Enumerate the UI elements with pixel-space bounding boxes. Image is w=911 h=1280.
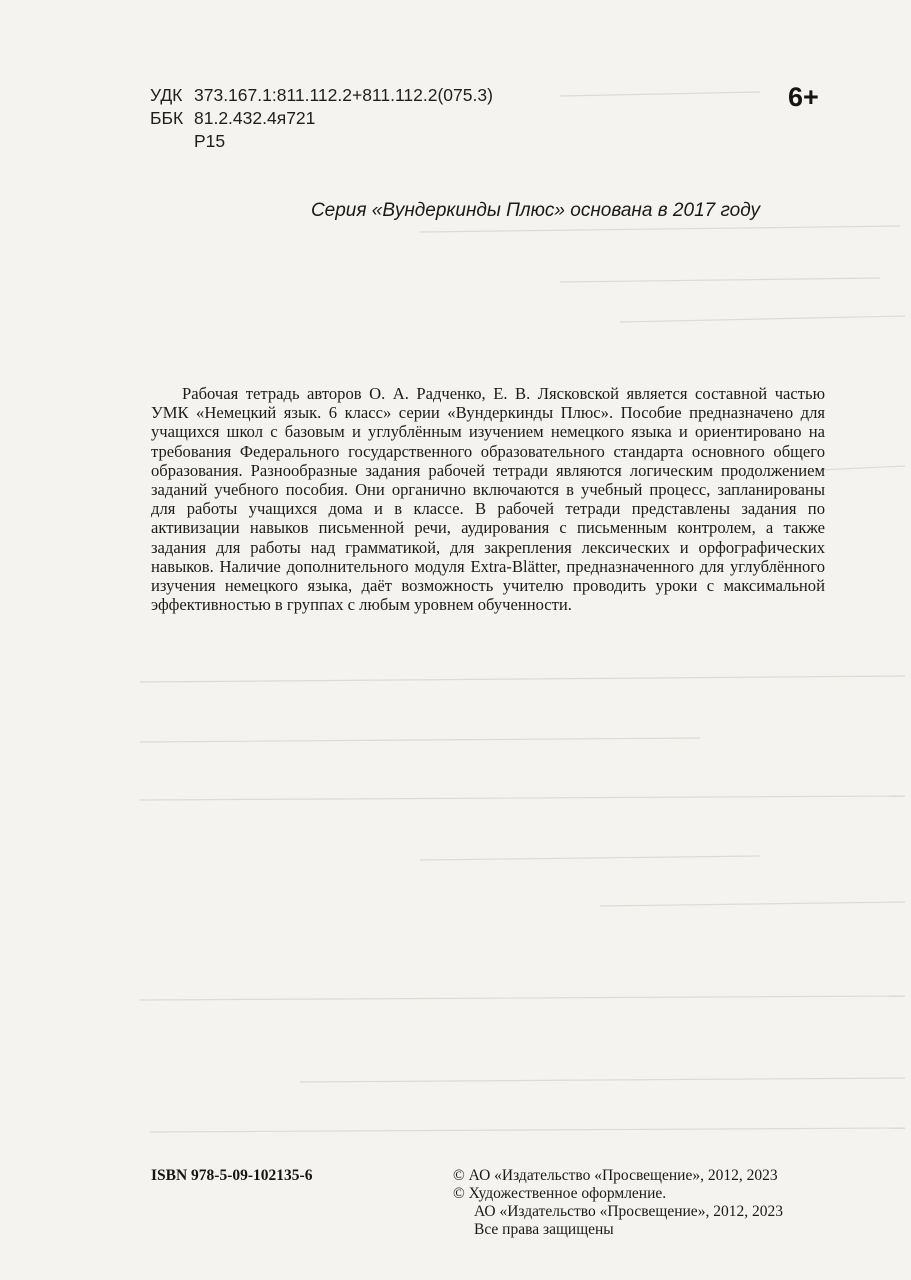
author-mark-row	[150, 130, 493, 153]
bbk-label: ББК	[150, 108, 184, 128]
copyright-line-2: © Художественное оформление.	[453, 1185, 667, 1202]
udk-value: 373.167.1:811.112.2+811.112.2(075.3)	[194, 85, 493, 105]
copyright-line-3: АО «Издательство «Просвещение», 2012, 2023	[474, 1203, 783, 1220]
copyright-line-4: Все права защищены	[474, 1221, 614, 1238]
udk-row	[150, 84, 493, 107]
series-line: Серия «Вундеркинды Плюс» основана в 2017 году	[310, 200, 760, 221]
annotation-text: Рабочая тетрадь авторов О. А. Радченко, Е. В. Лясковской является составной частью УМК «Немецкий язык. 6 класс» серии «Вундеркинды Плюс». Пособие предназначено для учащихся школ с базовым и углублённым изучением немецкого языка и ориентировано на требования Федерального государственного образовательного стандарта основного общего образования. Разнообразные задания рабочей тетради являются логическим продолжением заданий учебного пособия. Они органично включаются в учебный процесс, запланированы для работы учащихся дома и в классе. В рабочей тетради представлены задания по активизации навыков письменной речи, аудирования с письменным контролем, а также задания для работы над грамматикой, для закрепления лексических и орфографических навыков. Наличие дополнительного модуля Extra-Blätter, предназначенного для углублённого изучения немецкого языка, даёт возможность учителю проводить уроки с максимальной эффективностью в группах с любым уровнем обученности.	[151, 384, 825, 615]
udk-label: УДК	[150, 85, 183, 105]
copyright-line-1: © АО «Издательство «Просвещение», 2012, 2023	[453, 1167, 778, 1184]
age-rating-badge: 6+	[788, 82, 819, 112]
classification-codes	[150, 84, 493, 153]
bbk-row	[150, 107, 493, 130]
author-mark: Р15	[194, 131, 226, 151]
annotation-block	[151, 384, 825, 614]
bbk-value: 81.2.432.4я721	[194, 108, 316, 128]
copyright-block	[453, 1167, 833, 1239]
isbn: ISBN 978-5-09-102135-6	[151, 1167, 313, 1184]
